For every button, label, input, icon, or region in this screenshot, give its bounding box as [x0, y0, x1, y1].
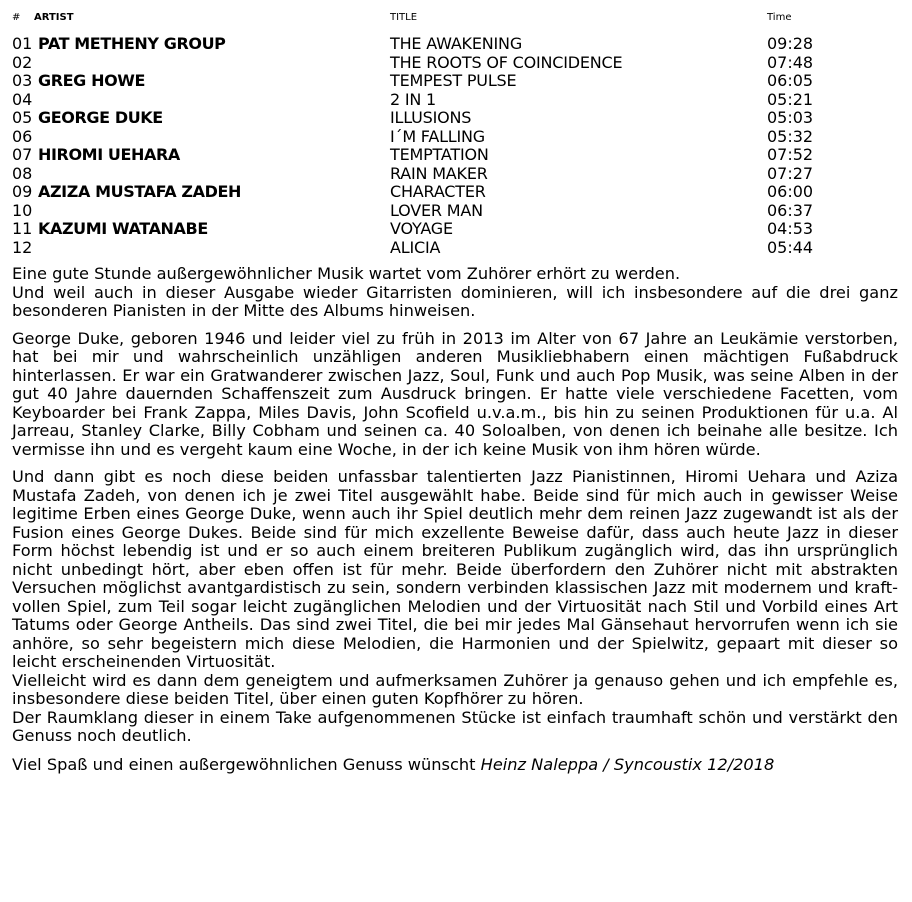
closing-text: Viel Spaß und einen außergewöhnlichen Genuss wünscht	[12, 754, 481, 774]
track-row	[12, 35, 902, 54]
track-artist: GEORGE DUKE	[38, 108, 163, 127]
track-number: 06	[12, 126, 33, 146]
track-number: 08	[12, 163, 33, 183]
track-time: 07:48	[767, 52, 814, 72]
intro-paragraph	[12, 265, 898, 321]
track-number: 03	[12, 71, 33, 90]
track-row	[12, 109, 902, 128]
track-row	[12, 91, 902, 110]
track-number: 01	[12, 34, 33, 53]
track-row	[12, 220, 902, 239]
track-title: TEMPTATION	[390, 145, 489, 164]
track-artist: GREG HOWE	[38, 71, 146, 90]
header-number: #	[12, 12, 21, 23]
liner-notes-text	[12, 265, 898, 783]
track-row	[12, 183, 902, 202]
track-time: 04:53	[767, 219, 814, 238]
track-artist: KAZUMI WATANABE	[38, 219, 208, 238]
listening-recommendation: Vielleicht wird es dann dem geneigtem und aufmerksamen Zuhörer ja genauso gehen und ich empfehle es, insbesondere diese beiden Titel, über einen guten Kopfhörer zu hören.	[12, 670, 898, 708]
track-time: 05:44	[767, 237, 814, 257]
track-title: RAIN MAKER	[390, 163, 488, 183]
george-duke-paragraph: George Duke, geboren 1946 und leider viel zu früh in 2013 im Alter von 67 Jahre an Leukämie verstorben, hat bei mir und wahrscheinlich unzähligen anderen Musikliebhabern einen mächtigen Fußabdruck hinterlassen. Er war ein Gratwanderer zwischen Jazz, Soul, Funk und auch Pop Musik, was seine Alben in der gut 40 Jahre dauernden Schaffenszeit zum Ausdruck bringen. Er hatte viele verschiedene Facetten, vom Keyboarder bei Frank Zappa, Miles Davis, John Scofield u.v.a.m., bis hin zu seinen Produktionen für u.a. Al Jarreau, Stanley Clarke, Billy Cobham und seinen ca. 40 Soloalben, von denen ich beinahe alle besitze. Ich vermisse ihn und es vergeht kaum eine Woche, in der ich keine Musik von ihm hören würde.	[12, 328, 898, 459]
track-number: 04	[12, 89, 33, 109]
track-row	[12, 54, 902, 73]
track-title: THE ROOTS OF COINCIDENCE	[390, 52, 623, 72]
pianists-main-text: Und dann gibt es noch diese beiden unfassbar talentierten Jazz Pianistinnen, Hiromi Uehara und Aziza Mustafa Zadeh, von denen ich je zwei Titel ausgewählt habe. Beide sind für mich auch in gewisser Weise legitime Erben eines George Duke, wenn auch ihr Spiel deutlich mehr dem reinen Jazz zugewandt ist als der Fusion eines George Dukes. Beide sind für mich exzellente Beweise dafür, dass auch heute Jazz in dieser Form höchst lebendig ist und er so auch einem breiteren Publikum zugänglich wird, das ihn ursprünglich nicht unbedingt hört, aber eben offen ist für mehr. Beide überfordern den Zuhörer nicht mit abstrakten Versuchen möglichst avantgardistisch zu sein, sondern verbinden klassischen Jazz mit modernem und kraftvollen Spiel, zum Teil sogar leicht zugänglichen Melodien und der Virtuosität nach Stil und Vorbild eines Art Tatums oder George Antheils. Das sind zwei Titel, die bei mir jedes Mal Gänsehaut hervorrufen wenn ich sie anhöre, so sehr begeistern mich diese Melodien, die Harmonien und der Spielwitz, gepaart mit dieser so leicht erscheinenden Virtuosität.	[12, 467, 898, 671]
tracklist-header	[12, 11, 902, 25]
intro-line-1: Eine gute Stunde außergewöhnlicher Musik wartet vom Zuhörer erhört zu werden.	[12, 264, 681, 283]
track-title: VOYAGE	[390, 219, 453, 238]
track-number: 10	[12, 200, 33, 220]
track-title: CHARACTER	[390, 182, 486, 201]
header-title: TITLE	[390, 12, 418, 23]
track-time: 05:03	[767, 108, 814, 127]
track-time: 07:27	[767, 163, 814, 183]
track-title: LOVER MAN	[390, 200, 483, 220]
header-time: Time	[767, 12, 792, 23]
intro-line-2: Und weil auch in dieser Ausgabe wieder Gitarristen dominieren, will ich insbesondere auf die drei ganz besonderen Pianisten in der Mitte des Albums hinweisen.	[12, 282, 898, 320]
track-time: 05:32	[767, 126, 814, 146]
track-time: 06:37	[767, 200, 814, 220]
track-title: ALICIA	[390, 237, 441, 257]
sound-note: Der Raumklang dieser in einem Take aufgenommenen Stücke ist einfach traumhaft schön und verstärkt den Genuss noch deutlich.	[12, 707, 898, 745]
track-number: 02	[12, 52, 33, 72]
track-title: I´M FALLING	[390, 126, 486, 146]
track-row	[12, 146, 902, 165]
track-artist: PAT METHENY GROUP	[38, 34, 226, 53]
track-artist: HIROMI UEHARA	[38, 145, 180, 164]
track-row	[12, 202, 902, 221]
track-time: 05:21	[767, 89, 814, 109]
track-time: 06:00	[767, 182, 814, 201]
track-title: ILLUSIONS	[390, 108, 472, 127]
track-title: TEMPEST PULSE	[390, 71, 517, 90]
tracklist	[12, 35, 902, 257]
track-title: 2 IN 1	[390, 89, 437, 109]
track-artist: AZIZA MUSTAFA ZADEH	[38, 182, 242, 201]
header-artist: ARTIST	[34, 12, 74, 23]
track-row	[12, 165, 902, 184]
signature: Heinz Naleppa / Syncoustix 12/2018	[480, 754, 775, 774]
track-row	[12, 72, 902, 91]
track-row	[12, 239, 902, 258]
track-number: 12	[12, 237, 33, 257]
track-number: 11	[12, 219, 33, 238]
track-title: THE AWAKENING	[390, 34, 523, 53]
pianists-paragraph	[12, 468, 898, 746]
track-time: 09:28	[767, 34, 814, 53]
track-row	[12, 128, 902, 147]
track-time: 07:52	[767, 145, 814, 164]
track-time: 06:05	[767, 71, 814, 90]
track-number: 05	[12, 108, 33, 127]
track-number: 09	[12, 182, 33, 201]
closing-line	[12, 756, 898, 775]
track-number: 07	[12, 145, 33, 164]
